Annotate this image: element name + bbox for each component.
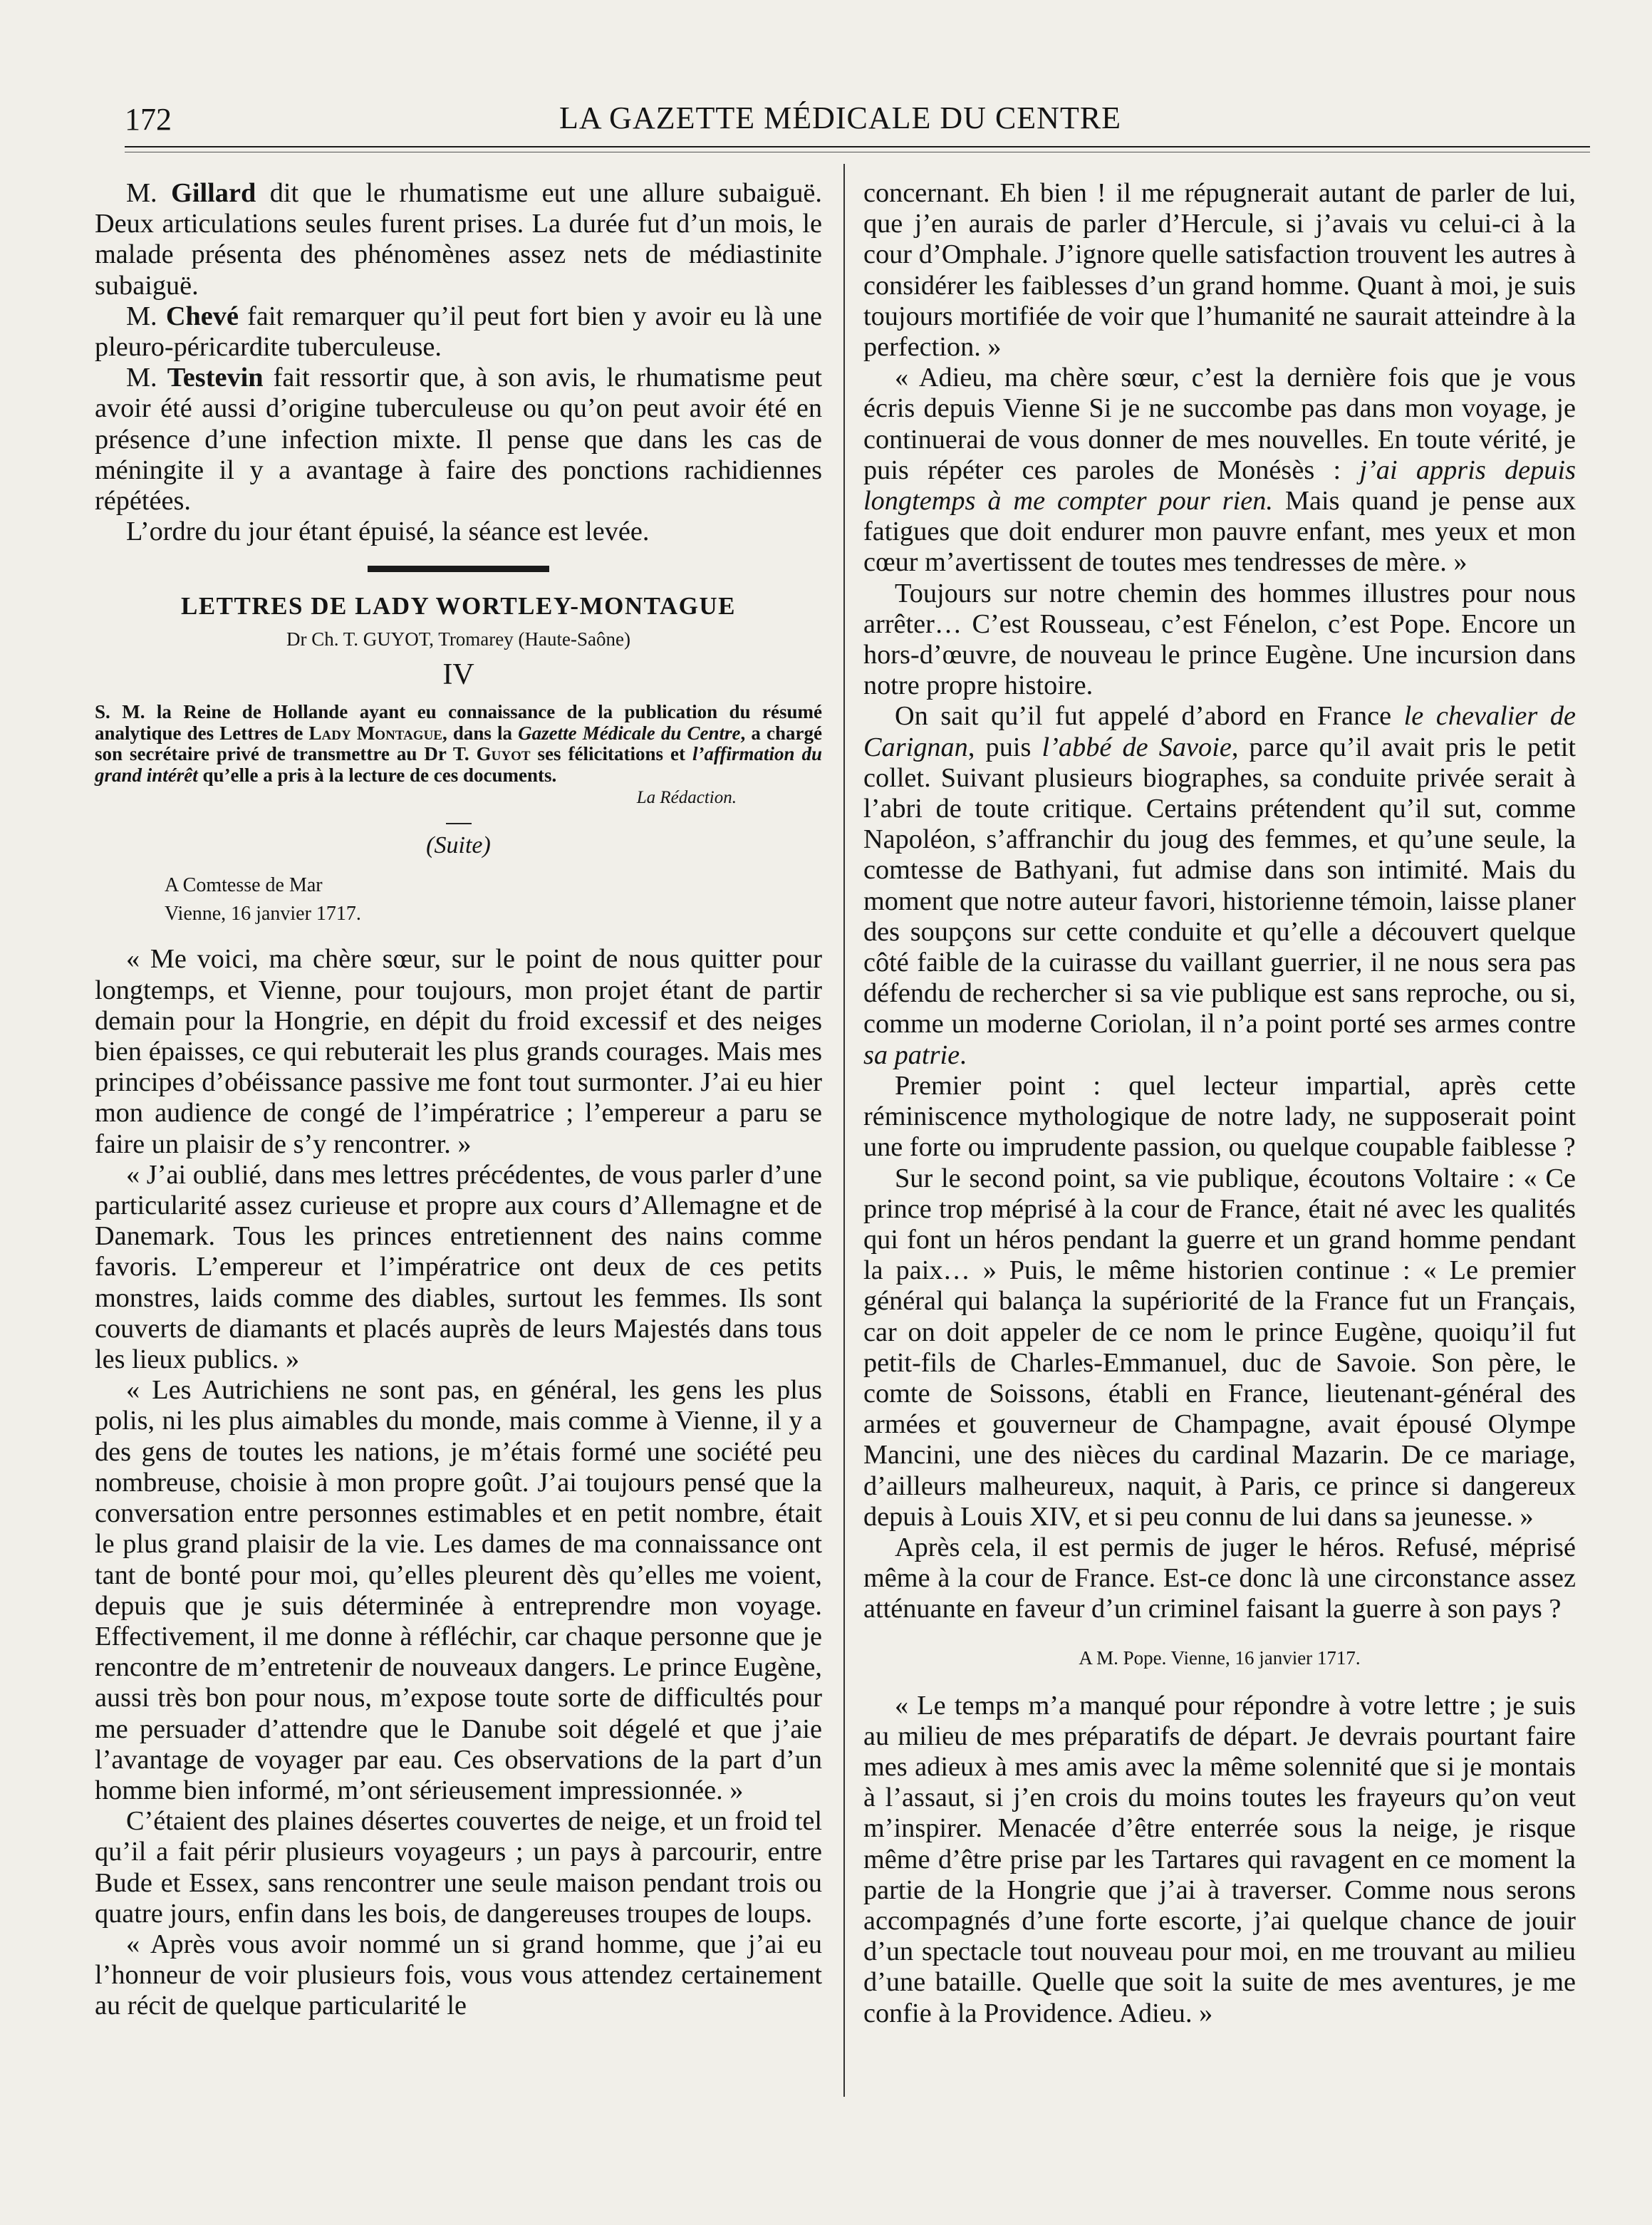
section-ornament <box>368 566 549 572</box>
speaker-name: Testevin <box>167 363 264 393</box>
paragraph: « Le temps m’a manqué pour répondre à votre lettre ; je suis au milieu de mes préparatifs de départ. Je devrais pourtant faire mes adieux à mes amis avec la même solennité que si je montais à l’assaut, si j’en crois du moins toutes les frayeurs qu’on veut m’inspirer. Menacée d’être enterrée sous la neige, je risque même d’être prise par les Tartares qui ravagent en ce moment la partie de la Hongrie que j’ai à traverser. Comme nous serons accompagnés d’une forte escorte, j’ai quelque chance de jouir d’un spectacle tout nouveau pour moi, en me trouvant au milieu d’une bataille. Quelle que soit la suite de mes aventures, je me confie à la Providence. Adieu. » <box>863 1690 1576 2028</box>
running-title: LA GAZETTE MÉDICALE DU CENTRE <box>559 100 1122 135</box>
paragraph: Toujours sur notre chemin des hommes illustres pour nous arrêter… C’est Rousseau, c’est Fénelon, c’est Pope. Encore un hors-d’œuvre, de nouveau le prince Eugène. Une incursion dans notre propre histoire. <box>863 578 1576 701</box>
article-author: Dr Ch. T. GUYOT, Tromarey (Haute-Saône) <box>286 628 630 650</box>
left-column <box>95 178 822 2022</box>
speaker-name: Gillard <box>171 178 256 208</box>
notice-signature: La Rédaction. <box>636 788 737 808</box>
paragraph: « Adieu, ma chère sœur, c’est la dernière fois que je vous écris depuis Vienne Si je ne succombe pas dans mon voyage, je continuerai de vous donner de mes nouvelles. En toute vérité, je puis répéter ces paroles de Monésès : j’ai appris depuis longtemps à me compter pour rien. Mais quand je pense aux fatigues que doit endurer mon pauvre enfant, mes yeux et mon cœur m’avertissent de toutes mes tendresses de mère. » <box>863 363 1576 578</box>
letter-heading: A M. Pope. Vienne, 16 janvier 1717. <box>1079 1646 1361 1669</box>
paragraph: M. Gillard dit que le rhumatisme eut une allure subaiguë. Deux articulations seules furent prises. La durée fut d’un mois, le malade présenta des phénomènes assez nets de médiastinite subaiguë. <box>95 178 823 301</box>
paragraph: Sur le second point, sa vie publique, écoutons Voltaire : « Ce prince trop méprisé à la cour de France, était né avec les qualités qui font un héros pendant la guerre et un grand homme pendant la paix… » Puis, le même historien continue : « Le premier général qui balança la supériorité de la France fut un Français, car on doit appeler de ce nom le prince Eugène, quoiqu’il fut petit-fils de Charles-Emmanuel, duc de Savoie. Son père, le comte de Soissons, établi en France, lieutenant-général des armées et gouverneur de Champagne, avait épousé Olympe Mancini, une des nièces du cardinal Mazarin. De ce mariage, d’ailleurs malheureux, naquit, à Paris, ce prince si dangereux depuis à Louis XIV, et si peu connu de lui dans sa jeunesse. » <box>863 1163 1576 1532</box>
speaker-name: Chevé <box>165 301 239 331</box>
session-closing: L’ordre du jour étant épuisé, la séance est levée. <box>126 517 650 547</box>
letter-date: Vienne, 16 janvier 1717. <box>165 903 361 925</box>
paragraph: C’étaient des plaines désertes couvertes de neige, et un froid tel qu’il a fait périr plusieurs voyageurs ; un pays à parcourir, entre Bude et Essex, sans rencontrer une seule maison pendant trois ou quatre jours, enfin dans les bois, de dangereuses troupes de loups. <box>95 1806 822 1929</box>
paragraph: Premier point : quel lecteur impartial, après cette réminiscence mythologique de notre lady, ne supposerait point une forte ou imprudente passion, ou quelque coupable faiblesse ? <box>863 1070 1576 1163</box>
letter-recipient: A Comtesse de Mar <box>165 874 323 897</box>
paragraph: On sait qu’il fut appelé d’abord en France le chevalier de Carignan, puis l’abbé de Savoie, parce qu’il avait pris le petit collet. Suivant plusieurs biographes, sa conduite privée serait à l’abri de toute critique. Certains prétendent qu’il sut, comme Napoléon, s’affranchir du joug des femmes, et qu’une seule, la comtesse de Bathyani, fut admise dans son intimité. Mais du moment que notre auteur favori, historienne témoin, laisse planer des soupçons sur cette conduite et qu’elle a découvert quelque côté faible de la cuirasse du vaillant guerrier, il ne nous sera pas défendu de rechercher si sa vie publique est sans reproche, ou si, comme un moderne Coriolan, il n’a point porté ses armes contre sa patrie. <box>863 701 1576 1070</box>
paragraph: « Me voici, ma chère sœur, sur le point de nous quitter pour longtemps, et Vienne, pour toujours, mon projet étant de partir demain pour la Hongrie, en dépit du froid excessif et des neiges bien épaisses, ce qui rebuterait les plus grands courages. Mais mes principes d’obéissance passive me font tout surmonter. J’ai eu hier mon audience de congé de l’impératrice ; l’empereur a paru se faire un plaisir de s’y rencontrer. » <box>95 944 822 1159</box>
paragraph: M. Testevin fait ressortir que, à son avis, le rhumatisme peut avoir été aussi d’origine tuberculeuse ou qu’on peut avoir été en présence d’une infection mixte. Il pense que dans les cas de méningite il y a avantage à faire des ponctions rachidiennes répétées. <box>95 363 822 517</box>
editorial-notice: S. M. la Reine de Hollande ayant eu connaissance de la publication du résumé analytique des Lettres de Lady Montague, dans la Gazette Médicale du Centre, a chargé son secrétaire privé de transmettre au Dr T. Guyot ses félicitations et l’affirmation du grand intérêt qu’elle a pris à la lecture de ces documents. <box>95 701 822 786</box>
paragraph: « Après vous avoir nommé un si grand homme, que j’ai eu l’honneur de voir plusieurs fois, vous vous attendez certainement au récit de quelque particularité le <box>95 1929 822 2021</box>
paragraph: Après cela, il est permis de juger le héros. Refusé, méprisé même à la cour de France. Est-ce donc là une circonstance assez atténuante en faveur d’un criminel faisant la guerre à son pays ? <box>863 1532 1576 1624</box>
header-rule <box>125 146 1590 147</box>
paragraph: M. Chevé fait remarquer qu’il peut fort bien y avoir eu là une pleuro-péricardite tuberculeuse. <box>95 301 822 363</box>
page-number: 172 <box>125 102 172 137</box>
article-title: LETTRES DE LADY WORTLEY-MONTAGUE <box>180 592 736 621</box>
right-column <box>863 178 1576 2029</box>
paragraph: concernant. Eh bien ! il me répugnerait autant de parler de lui, que j’en aurais de parler d’Hercule, si j’avais vu celui-ci à la cour d’Omphale. J’ignore quelle satisfaction trouvent les autres à considérer les faiblesses d’un grand homme. Quant à moi, je suis toujours mortifiée de voir que l’humanité ne saurait atteindre à la perfection. » <box>863 178 1576 363</box>
article-number: IV <box>442 658 474 692</box>
paragraph: « Les Autrichiens ne sont pas, en général, les gens les plus polis, ni les plus aimables du monde, mais comme à Vienne, il y a des gens de toutes les nations, je m’étais formé une société peu nombreuse, choisie à mon propre goût. J’ai toujours pensé que la conversation entre personnes estimables et en petit nombre, était le plus grand plaisir de la vie. Les dames de ma connaissance ont tant de bonté pour moi, qu’elles pleurent dès qu’elles me voient, depuis que je suis déterminée à entreprendre mon voyage. Effectivement, il me donne à réfléchir, car chaque personne que je rencontre de m’entretenir de nouveaux dangers. Le prince Eugène, aussi très bon pour nous, m’expose toute sorte de difficultés pour me persuader d’attendre que le Danube soit dégelé et que j’aie l’avantage de voyager par eau. Ces observations de la part d’un homme bien informé, m’ont sérieusement impressionnée. » <box>95 1375 822 1805</box>
paragraph: « J’ai oublié, dans mes lettres précédentes, de vous parler d’une particularité assez curieuse et propre aux cours d’Allemagne et de Danemark. Tous les princes entretiennent des nains comme favoris. L’empereur et l’impératrice ont deux de ces petits monstres, laids comme des diables, surtout les femmes. Ils sont couverts de diamants et placés auprès de leurs Majestés dans tous les lieux publics. » <box>95 1159 822 1375</box>
suite-label: (Suite) <box>426 832 491 859</box>
dash-separator <box>446 823 472 824</box>
column-divider <box>843 164 845 2097</box>
